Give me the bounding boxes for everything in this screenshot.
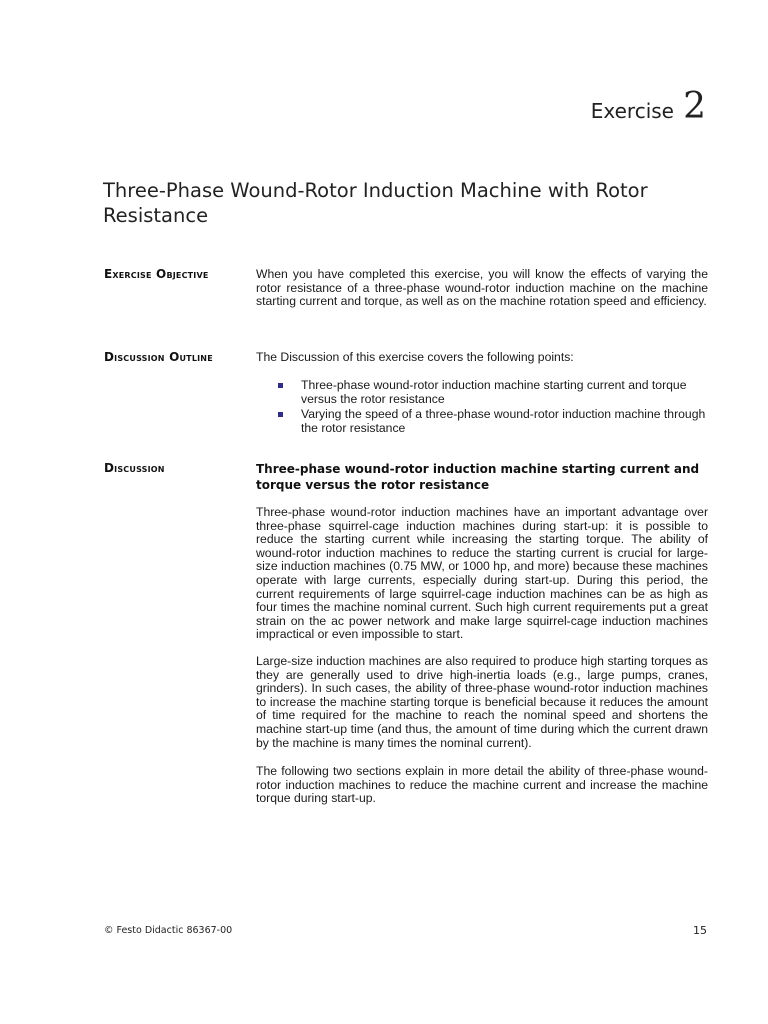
exercise-number: 2 xyxy=(683,86,706,127)
discussion-paragraph: The following two sections explain in more detail the ability of three-phase wound-rotor induction machines to reduce the machine current and increase the machine torque during start-up. xyxy=(256,764,708,806)
discussion-paragraph: Large-size induction machines are also required to produce high starting torques as they are generally used to drive high-inertia loads (e.g., large pumps, cranes, grinders). In such cases, the ability of three-phase wound-rotor induction machines to increase the machine starting torque is beneficial because it reduces the amount of time required for the machine to reach the nominal speed and shortens the machine start-up time (and thus, the amount of time during which the current drawn by the machine is many times the nominal current). xyxy=(256,654,708,750)
bullet-icon xyxy=(278,412,283,417)
exercise-header xyxy=(591,86,706,127)
outline-item xyxy=(278,379,708,406)
page-title: Three-Phase Wound-Rotor Induction Machine with Rotor Resistance xyxy=(103,179,648,227)
outline-item-text: Varying the speed of a three-phase wound-rotor induction machine through the rotor resistance xyxy=(301,407,706,435)
footer-copyright: © Festo Didactic 86367-00 xyxy=(104,925,233,936)
discussion-paragraph-3 xyxy=(256,765,708,806)
outline-list xyxy=(278,379,708,437)
objective-text xyxy=(256,268,708,309)
discussion-paragraph-2 xyxy=(256,655,708,750)
exercise-label: Exercise xyxy=(590,99,674,123)
objective-paragraph: When you have completed this exercise, you will know the effects of varying the rotor resistance of a three-phase wound-rotor induction machine on the machine starting current and torque, as well as on the machine rotation speed and efficiency. xyxy=(256,267,708,309)
discussion-paragraph-1 xyxy=(256,506,708,642)
page-number: 15 xyxy=(693,924,707,937)
discussion-subheading: Three-phase wound-rotor induction machine starting current and torque versus the rotor resistance xyxy=(256,462,700,492)
outline-item-text: Three-phase wound-rotor induction machine starting current and torque versus the rotor resistance xyxy=(301,378,687,406)
discussion-label: Discussion xyxy=(104,461,165,475)
outline-item xyxy=(278,408,708,435)
outline-label: Discussion Outline xyxy=(104,350,213,364)
discussion-paragraph: Three-phase wound-rotor induction machines have an important advantage over three-phase squirrel-cage induction machines during start-up: it is possible to reduce the starting current while increasing the starting torque. The ability of wound-rotor induction machines to reduce the starting current is crucial for large-size induction machines (0.75 MW, or 1000 hp, and more) because these machines operate with large currents, especially during start-up. During this period, the current requirements of large squirrel-cage induction machines can be as high as four times the machine nominal current. Such high current requirements put a great strain on the ac power network and make large squirrel-cage induction machines impractical or even impossible to start. xyxy=(256,505,708,642)
objective-label: Exercise Objective xyxy=(104,267,209,281)
outline-intro: The Discussion of this exercise covers the following points: xyxy=(256,350,574,364)
bullet-icon xyxy=(278,383,283,388)
